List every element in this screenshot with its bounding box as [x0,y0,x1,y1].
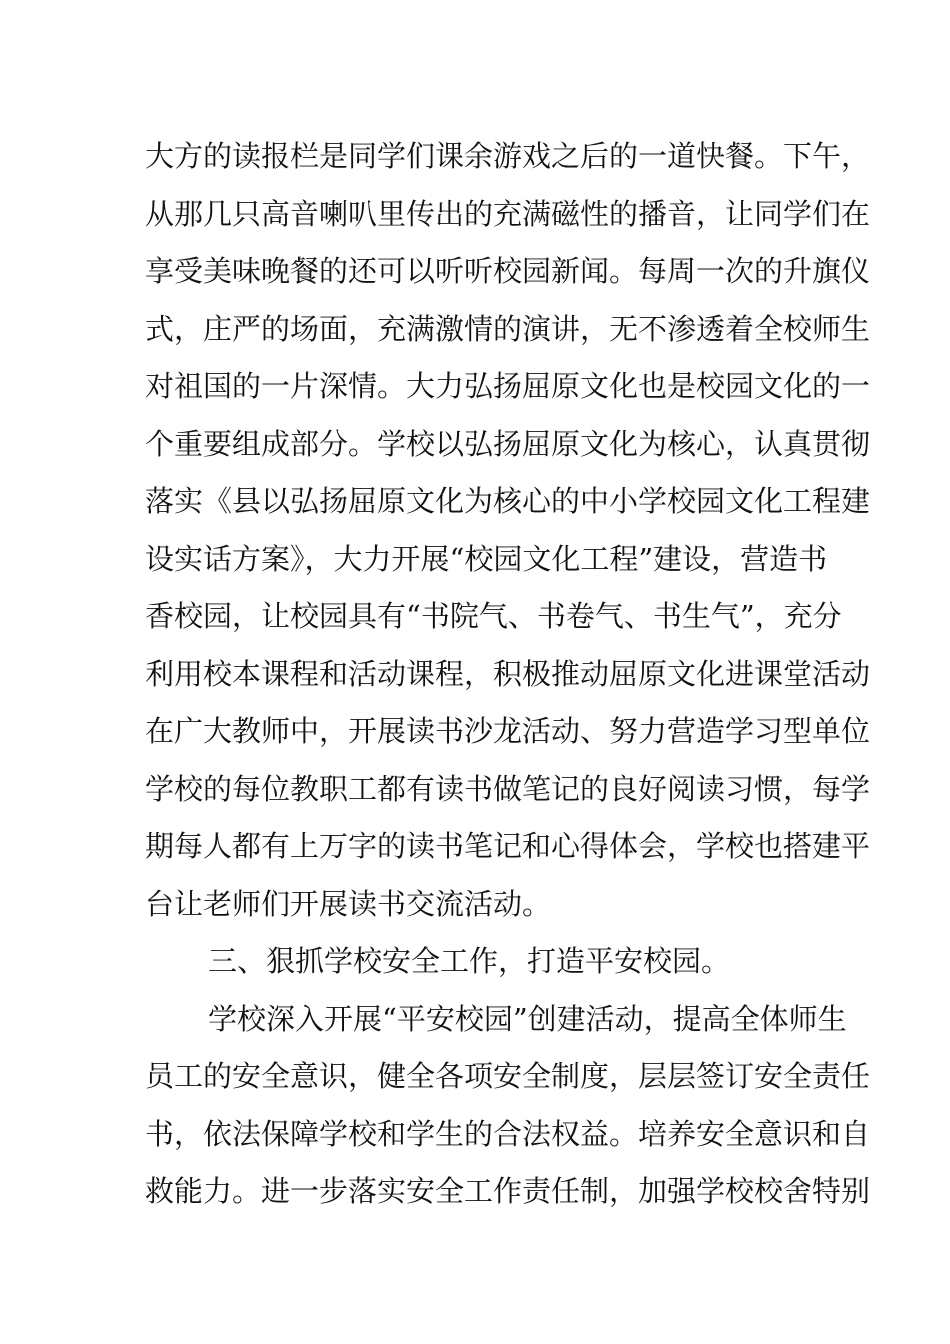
text-line: 落实《县以弘扬屈原文化为核心的中小学校园文化工程建 [145,484,871,518]
text-line: 在广大教师中，开展读书沙龙活动、努力营造学习型单位 [145,714,871,748]
document-body [145,128,871,1221]
text-line: 个重要组成部分。学校以弘扬屈原文化为核心，认真贯彻 [145,426,871,461]
text-line: 书，依法保障学校和学生的合法权益。培养安全意识和自 [145,1116,871,1151]
text-line: 学校的每位教职工都有读书做笔记的良好阅读习惯，每学 [145,771,871,806]
text-line: 设实话方案》，大力开展“校园文化工程”建设，营造书 [145,541,828,576]
text-line: 享受美味晚餐的还可以听听校园新闻。每周一次的升旗仪 [145,254,871,288]
text-line: 期每人都有上万字的读书笔记和心得体会，学校也搭建平 [145,829,871,863]
text-line: 台让老师们开展读书交流活动。 [145,886,552,921]
text-line: 式，庄严的场面，充满激情的演讲，无不渗透着全校师生 [145,311,871,346]
text-line: 从那几只高音喇叭里传出的充满磁性的播音，让同学们在 [145,196,871,231]
text-line: 香校园，让校园具有“书院气、书卷气、书生气”，充分 [145,599,842,633]
section-heading: 三、狠抓学校安全工作，打造平安校园。 [208,944,731,978]
text-line: 救能力。进一步落实安全工作责任制，加强学校校舍特别 [145,1174,871,1208]
text-line: 利用校本课程和活动课程，积极推动屈原文化进课堂活动 [145,656,871,691]
text-line: 员工的安全意识，健全各项安全制度，层层签订安全责任 [145,1059,871,1093]
text-line: 学校深入开展“平安校园”创建活动，提高全体师生 [208,1001,847,1036]
text-line: 大方的读报栏是同学们课余游戏之后的一道快餐。下午， [145,139,871,173]
text-line: 对祖国的一片深情。大力弘扬屈原文化也是校园文化的一 [145,369,871,403]
